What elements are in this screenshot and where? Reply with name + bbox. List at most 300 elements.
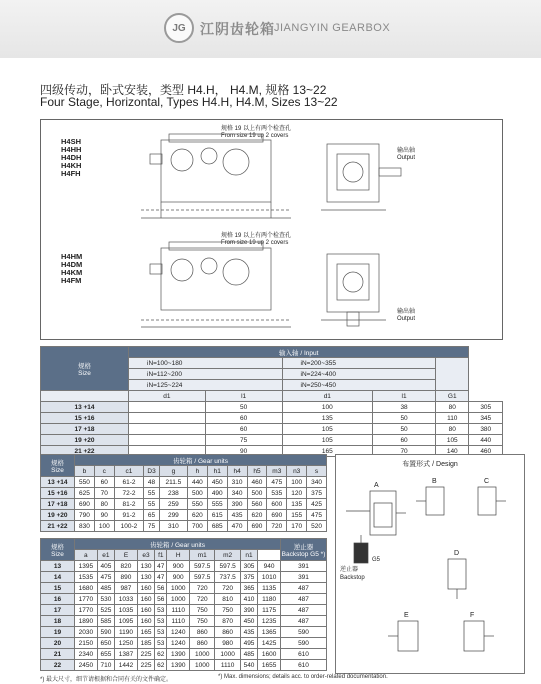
value-cell: 810	[215, 594, 240, 605]
model-label: H4FM	[61, 276, 82, 285]
value-cell: 585	[97, 616, 114, 627]
value-cell: 60	[373, 435, 436, 446]
ratio-right-2: iN=224~400	[282, 369, 436, 380]
value-cell: 130	[137, 561, 154, 572]
value-cell: 70	[94, 488, 114, 499]
value-cell: 75	[205, 435, 282, 446]
gearbox-side-view-bottom	[327, 254, 379, 312]
value-cell: 135	[282, 413, 373, 424]
output-cn: 输出轴	[397, 148, 416, 154]
gear-col-headers	[41, 466, 327, 477]
value-cell: 440	[469, 435, 503, 446]
value-cell: 1600	[258, 649, 281, 660]
size-cell: 21 +22	[41, 446, 129, 457]
value-cell: 487	[281, 594, 327, 605]
value-cell: 305	[469, 402, 503, 413]
size-cell: 13 +14	[41, 477, 75, 488]
value-cell: 110	[436, 413, 469, 424]
value-cell: 310	[227, 477, 247, 488]
table-row	[41, 499, 327, 510]
value-cell: 560	[247, 499, 267, 510]
value-cell: 345	[469, 413, 503, 424]
design-label-c: C	[484, 478, 490, 485]
value-cell: 105	[282, 424, 373, 435]
value-cell: 1890	[75, 616, 98, 627]
model-label: H4HH	[61, 145, 82, 154]
technical-drawing	[40, 119, 503, 340]
value-cell: 435	[240, 627, 257, 638]
value-cell: 375	[307, 488, 327, 499]
value-cell: 80	[436, 402, 469, 413]
output-en: Output	[397, 155, 416, 161]
value-cell: 375	[240, 572, 257, 583]
value-cell: 500	[247, 488, 267, 499]
value-cell: 500	[187, 488, 207, 499]
value-cell: 211.5	[159, 477, 187, 488]
value-cell: 487	[281, 605, 327, 616]
gear-units-table	[40, 454, 327, 532]
value-cell: 61-2	[114, 477, 144, 488]
size-cell: 21 +22	[41, 521, 75, 532]
value-cell: 100	[282, 402, 373, 413]
value-cell: 105	[436, 435, 469, 446]
table-row	[41, 402, 503, 413]
value-cell: 460	[247, 477, 267, 488]
value-cell: 610	[281, 660, 327, 671]
value-cell: 1250	[115, 638, 138, 649]
value-cell: 47	[155, 561, 167, 572]
value-cell: 1655	[258, 660, 281, 671]
ratio-left-1: iN=100~180	[129, 358, 283, 369]
value-cell: 590	[281, 638, 327, 649]
col-header: H	[167, 550, 190, 561]
value-cell: 405	[97, 561, 114, 572]
value-cell: 80	[94, 499, 114, 510]
value-cell: 890	[115, 572, 138, 583]
value-cell: 685	[207, 521, 227, 532]
value-cell: 590	[97, 627, 114, 638]
value-cell: 62	[155, 660, 167, 671]
value-cell: 1240	[167, 627, 190, 638]
value-cell: 135	[287, 499, 307, 510]
value-cell: 860	[190, 627, 215, 638]
value-cell: 720	[190, 583, 215, 594]
value-cell: 1390	[167, 649, 190, 660]
value-cell: 750	[215, 605, 240, 616]
value-cell: 299	[159, 510, 187, 521]
size-header	[41, 455, 75, 477]
value-cell: 155	[287, 510, 307, 521]
value-cell: 72-2	[114, 488, 144, 499]
design-label-f: F	[470, 612, 475, 619]
input-rows	[41, 402, 503, 457]
value-cell: 160	[137, 616, 154, 627]
value-cell: 160	[137, 583, 154, 594]
col-header: D3	[144, 466, 160, 477]
value-cell: 60	[94, 477, 114, 488]
value-cell: 238	[159, 488, 187, 499]
value-cell: 550	[75, 477, 95, 488]
value-cell: 870	[215, 616, 240, 627]
value-cell: 305	[240, 561, 257, 572]
value-cell: 550	[187, 499, 207, 510]
g5-label: G5	[372, 557, 381, 563]
design-label-e: E	[404, 612, 409, 619]
value-cell: 720	[215, 583, 240, 594]
brand-name-en: JIANGYIN GEARBOX	[274, 22, 391, 34]
value-cell: 487	[281, 583, 327, 594]
value-cell: 615	[207, 510, 227, 521]
value-cell: 625	[75, 488, 95, 499]
table-row	[41, 594, 327, 605]
value-cell: 1770	[75, 605, 98, 616]
col-header: m2	[215, 550, 240, 561]
value-cell: 1175	[258, 605, 281, 616]
value-cell: 470	[227, 521, 247, 532]
value-cell: 535	[267, 488, 287, 499]
value-cell: 165	[137, 627, 154, 638]
table-row	[41, 413, 503, 424]
col-header: h1	[207, 466, 227, 477]
design-diagram-svg	[336, 473, 524, 673]
value-cell: 750	[190, 616, 215, 627]
size-cell: 19	[41, 627, 75, 638]
value-cell: 690	[75, 499, 95, 510]
value-cell: 70	[373, 446, 436, 457]
col-header: d1	[129, 391, 206, 402]
value-cell: 48	[144, 477, 160, 488]
size-cell: 17 +18	[41, 499, 75, 510]
value-cell: 495	[240, 638, 257, 649]
value-cell: 60	[205, 424, 282, 435]
model-label: H4DM	[61, 260, 83, 269]
value-cell: 1000	[167, 583, 190, 594]
design-label-b: B	[432, 478, 437, 485]
input-shaft-table	[40, 346, 503, 457]
value-cell: 91-2	[114, 510, 144, 521]
page-title-cn: 四级传动，卧式安装，类型 H4.H， H4.M, 规格 13~22	[40, 83, 327, 97]
size-cell: 13	[41, 561, 75, 572]
value-cell: 900	[167, 572, 190, 583]
size-cell: 19 +20	[41, 510, 75, 521]
table-row	[41, 561, 327, 572]
value-cell: 120	[287, 488, 307, 499]
size-label-cn: 规格	[51, 543, 64, 551]
value-cell: 450	[240, 616, 257, 627]
col-header: d1	[282, 391, 373, 402]
value-cell: 475	[307, 510, 327, 521]
value-cell: 425	[307, 499, 327, 510]
size-cell: 20	[41, 638, 75, 649]
value-cell: 2340	[75, 649, 98, 660]
value-cell: 720	[267, 521, 287, 532]
value-cell: 2030	[75, 627, 98, 638]
value-cell: 987	[115, 583, 138, 594]
value-cell: 165	[282, 446, 373, 457]
model-label: H4DH	[61, 153, 82, 162]
value-cell: 710	[97, 660, 114, 671]
table-row	[41, 583, 327, 594]
value-cell: 690	[247, 521, 267, 532]
value-cell: 56	[155, 583, 167, 594]
size-label-en: Size	[51, 466, 64, 474]
col-header: h	[187, 466, 207, 477]
value-cell: 485	[240, 649, 257, 660]
value-cell: 540	[240, 660, 257, 671]
value-cell: 1535	[75, 572, 98, 583]
gearbox-front-view-top	[161, 140, 271, 202]
value-cell: 380	[469, 424, 503, 435]
note-en: From size 19 up 2 covers	[221, 133, 289, 139]
note-en: From size 19 up 2 covers	[221, 240, 289, 246]
blank-cell	[129, 424, 206, 435]
backstop-en: Backstop G5 *)	[281, 550, 326, 558]
value-cell: 105	[282, 435, 373, 446]
col-header: c1	[114, 466, 144, 477]
value-cell: 1235	[258, 616, 281, 627]
value-cell: 450	[207, 477, 227, 488]
size-cell: 17 +18	[41, 424, 129, 435]
value-cell: 1000	[190, 660, 215, 671]
value-cell: 737.5	[215, 572, 240, 583]
brand-header	[0, 0, 541, 58]
value-cell: 130	[137, 572, 154, 583]
value-cell: 90	[205, 446, 282, 457]
value-cell: 1035	[115, 605, 138, 616]
value-cell: 590	[281, 627, 327, 638]
value-cell: 100-2	[114, 521, 144, 532]
table-row	[41, 510, 327, 521]
value-cell: 830	[75, 521, 95, 532]
value-cell: 600	[267, 499, 287, 510]
col-header: e1	[97, 550, 114, 561]
value-cell: 1110	[167, 605, 190, 616]
value-cell: 820	[115, 561, 138, 572]
value-cell: 55	[144, 499, 160, 510]
col-header: n3	[287, 466, 307, 477]
value-cell: 790	[75, 510, 95, 521]
col-header: m1	[190, 550, 215, 561]
value-cell: 225	[137, 649, 154, 660]
value-cell: 225	[137, 660, 154, 671]
value-cell: 1110	[167, 616, 190, 627]
value-cell: 53	[155, 616, 167, 627]
design-label-d: D	[454, 550, 460, 557]
input-col-headers	[41, 391, 503, 402]
value-cell: 340	[307, 477, 327, 488]
table-row	[41, 638, 327, 649]
value-cell: 1770	[75, 594, 98, 605]
size-cell: 15	[41, 583, 75, 594]
note-cn: 规格 19 以上有两个检查孔	[221, 233, 292, 239]
col-header: l1	[205, 391, 282, 402]
value-cell: 185	[137, 638, 154, 649]
value-cell: 940	[258, 561, 281, 572]
value-cell: 980	[215, 638, 240, 649]
input-header: 输入轴 / Input	[129, 347, 469, 358]
size-cell: 14	[41, 572, 75, 583]
table-row	[41, 660, 327, 671]
value-cell: 340	[227, 488, 247, 499]
value-cell: 700	[187, 521, 207, 532]
value-cell: 655	[97, 649, 114, 660]
table-row	[41, 488, 327, 499]
value-cell: 65	[144, 510, 160, 521]
value-cell: 47	[155, 572, 167, 583]
value-cell: 620	[187, 510, 207, 521]
value-cell: 100	[94, 521, 114, 532]
model-label: H4FH	[61, 169, 81, 178]
value-cell: 1240	[167, 638, 190, 649]
value-cell: 160	[137, 605, 154, 616]
bs-rows	[41, 561, 327, 671]
col-header-blank	[41, 391, 129, 402]
col-header: h5	[247, 466, 267, 477]
table-row	[41, 424, 503, 435]
value-cell: 900	[167, 561, 190, 572]
value-cell: 1180	[258, 594, 281, 605]
value-cell: 460	[469, 446, 503, 457]
size-cell: 17	[41, 605, 75, 616]
value-cell: 1395	[75, 561, 98, 572]
gear-header: 齿轮箱 / Gear units	[75, 539, 281, 550]
value-cell: 310	[159, 521, 187, 532]
value-cell: 390	[227, 499, 247, 510]
value-cell: 597.5	[190, 572, 215, 583]
value-cell: 475	[267, 477, 287, 488]
col-header: a	[75, 550, 98, 561]
table-row	[41, 649, 327, 660]
value-cell: 1442	[115, 660, 138, 671]
value-cell: 410	[240, 594, 257, 605]
value-cell: 525	[97, 605, 114, 616]
value-cell: 520	[307, 521, 327, 532]
value-cell: 1095	[115, 616, 138, 627]
col-header: m3	[267, 466, 287, 477]
value-cell: 1390	[167, 660, 190, 671]
value-cell: 259	[159, 499, 187, 510]
col-header: s	[307, 466, 327, 477]
value-cell: 530	[97, 594, 114, 605]
value-cell: 2450	[75, 660, 98, 671]
value-cell: 597.5	[215, 561, 240, 572]
value-cell: 485	[97, 583, 114, 594]
ratio-right-3: iN=250~450	[282, 380, 436, 391]
value-cell: 1000	[190, 649, 215, 660]
table-row	[41, 477, 327, 488]
gearbox-front-view-bottom	[161, 248, 271, 310]
col-header: c	[94, 466, 114, 477]
value-cell: 690	[267, 510, 287, 521]
backstop-label-en: Backstop	[340, 575, 365, 581]
value-cell: 490	[207, 488, 227, 499]
gear-header: 齿轮箱 / Gear units	[75, 455, 327, 466]
col-header: h4	[227, 466, 247, 477]
page-title-en: Four Stage, Horizontal, Types H4.H, H4.M, Sizes 13~22	[40, 95, 338, 109]
gear-dims-table	[40, 538, 327, 671]
model-label: H4HM	[61, 252, 83, 261]
size-cell: 19 +20	[41, 435, 129, 446]
value-cell: 1387	[115, 649, 138, 660]
size-header	[41, 347, 129, 391]
value-cell: 610	[281, 649, 327, 660]
value-cell: 1000	[167, 594, 190, 605]
col-header: l1	[373, 391, 436, 402]
value-cell: 1110	[215, 660, 240, 671]
value-cell: 1000	[215, 649, 240, 660]
value-cell: 620	[247, 510, 267, 521]
value-cell: 1010	[258, 572, 281, 583]
backstop-cn: 逆止器	[293, 543, 314, 551]
value-cell: 390	[240, 605, 257, 616]
ratio-left-3: iN=125~224	[129, 380, 283, 391]
col-header: G1	[436, 391, 469, 402]
col-header: g	[159, 466, 187, 477]
gearbox-side-view-top	[327, 144, 379, 202]
backstop-header	[281, 539, 327, 561]
value-cell: 1365	[258, 627, 281, 638]
value-cell: 100	[287, 477, 307, 488]
value-cell: 391	[281, 572, 327, 583]
model-label: H4SH	[61, 137, 82, 146]
value-cell: 555	[207, 499, 227, 510]
value-cell: 53	[155, 605, 167, 616]
value-cell: 1190	[115, 627, 138, 638]
value-cell: 60	[205, 413, 282, 424]
size-cell: 16	[41, 594, 75, 605]
value-cell: 650	[97, 638, 114, 649]
value-cell: 160	[137, 594, 154, 605]
value-cell: 62	[155, 649, 167, 660]
gear-rows	[41, 477, 327, 532]
value-cell: 55	[144, 488, 160, 499]
table-row	[41, 627, 327, 638]
value-cell: 38	[373, 402, 436, 413]
value-cell: 1135	[258, 583, 281, 594]
size-cell: 15 +16	[41, 488, 75, 499]
design-title: 布置形式 / Design	[402, 461, 458, 468]
value-cell: 50	[373, 424, 436, 435]
value-cell: 365	[240, 583, 257, 594]
table-row	[41, 521, 327, 532]
value-cell: 1425	[258, 638, 281, 649]
design-arrangements	[335, 454, 525, 674]
footer-note-cn: *) 最大尺寸，细节请根据和合同有关的文件确定。	[40, 677, 173, 683]
size-label-cn: 规格	[51, 459, 64, 467]
value-cell: 487	[281, 616, 327, 627]
footer-note-en: *) Max. dimensions; details acc. to order-related documentation.	[218, 674, 388, 680]
value-cell: 1033	[115, 594, 138, 605]
table-row	[41, 616, 327, 627]
value-cell: 750	[190, 605, 215, 616]
value-cell: 860	[190, 638, 215, 649]
design-label-a: A	[374, 482, 379, 489]
value-cell: 90	[94, 510, 114, 521]
value-cell: 720	[190, 594, 215, 605]
value-cell: 435	[227, 510, 247, 521]
note-cn: 规格 19 以上有两个检查孔	[221, 126, 292, 132]
value-cell: 440	[187, 477, 207, 488]
value-cell: 2150	[75, 638, 98, 649]
value-cell: 597.5	[190, 561, 215, 572]
col-header: e3	[137, 550, 154, 561]
value-cell: 56	[155, 594, 167, 605]
blank-cell	[129, 435, 206, 446]
value-cell: 50	[205, 402, 282, 413]
size-label-cn: 规格	[78, 362, 91, 370]
table-row	[41, 605, 327, 616]
model-label: H4KM	[61, 268, 83, 277]
